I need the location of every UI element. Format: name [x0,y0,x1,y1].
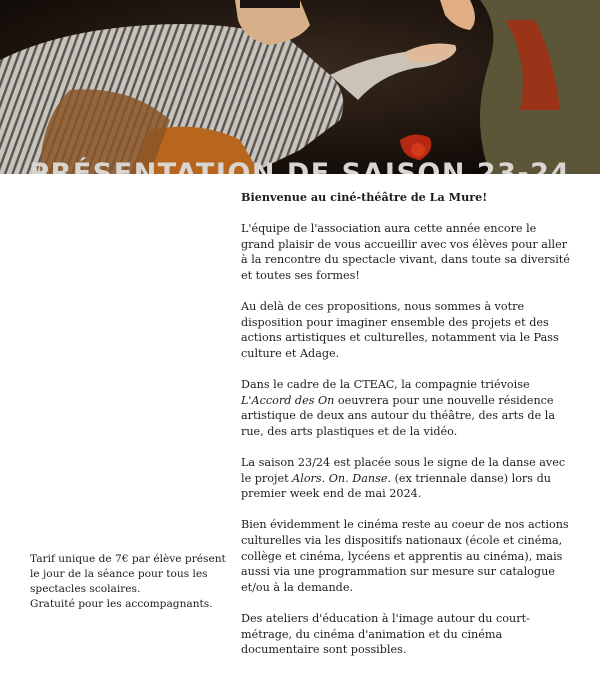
theatre-performers-photo [0,0,600,174]
cteac-text-start: Dans le cadre de la CTEAC, la compagnie triévoise [241,378,530,392]
paragraph-intro: L'équipe de l'association aura cette année encore le grand plaisir de vous accueillir avec vos élèves pour aller à la rencontre du spectacle vivant, dans toute sa diversité et toutes ses formes! [241,222,570,282]
cteac-text-end: oeuvrera pour une nouvelle résidence artistique de deux ans autour du théâtre, des arts de la rue, des arts plastiques et de la vidéo. [241,393,555,438]
main-content [241,190,571,673]
paragraph-cteac [241,377,571,439]
paragraph-cinema: Bien évidemment le cinéma reste au coeur de nos actions culturelles via les dispositifs nationaux (école et cinéma, collège et cinéma, lycéens et apprentis au cinéma), mais aussi via une programmation sur mesure sur catalogue et/ou à la demande. [241,518,569,594]
free-accompanying-text: Gratuité pour les accompagnants. [30,598,213,610]
welcome-heading: Bienvenue au ciné-théâtre de La Mure! [241,190,488,204]
company-name: L'Accord des On [241,393,335,407]
pricing-text: Tarif unique de 7€ par élève présent le jour de la séance pour tous les spectacles scolaires. [30,553,226,595]
paragraph-projects: Au delà de ces propositions, nous sommes à votre disposition pour imaginer ensemble des projets et des actions artistiques et culturelles, notamment via le Pass culture et Adage. [241,300,559,360]
paragraph-dance [241,455,571,502]
hero-photo [0,0,600,174]
dance-text-start: La saison 23/24 est placée sous le signe de la danse avec le projet [241,456,566,485]
pricing-note [30,552,230,612]
paragraph-workshops: Des ateliers d'éducation à l'image autour du court-métrage, du cinéma d'animation et du cinéma documentaire sont possibles. [241,612,530,657]
dance-text-end: (ex triennale danse) lors du premier week end de mai 2024. [241,471,551,501]
project-name: Alors. On. Danse. [292,471,392,485]
